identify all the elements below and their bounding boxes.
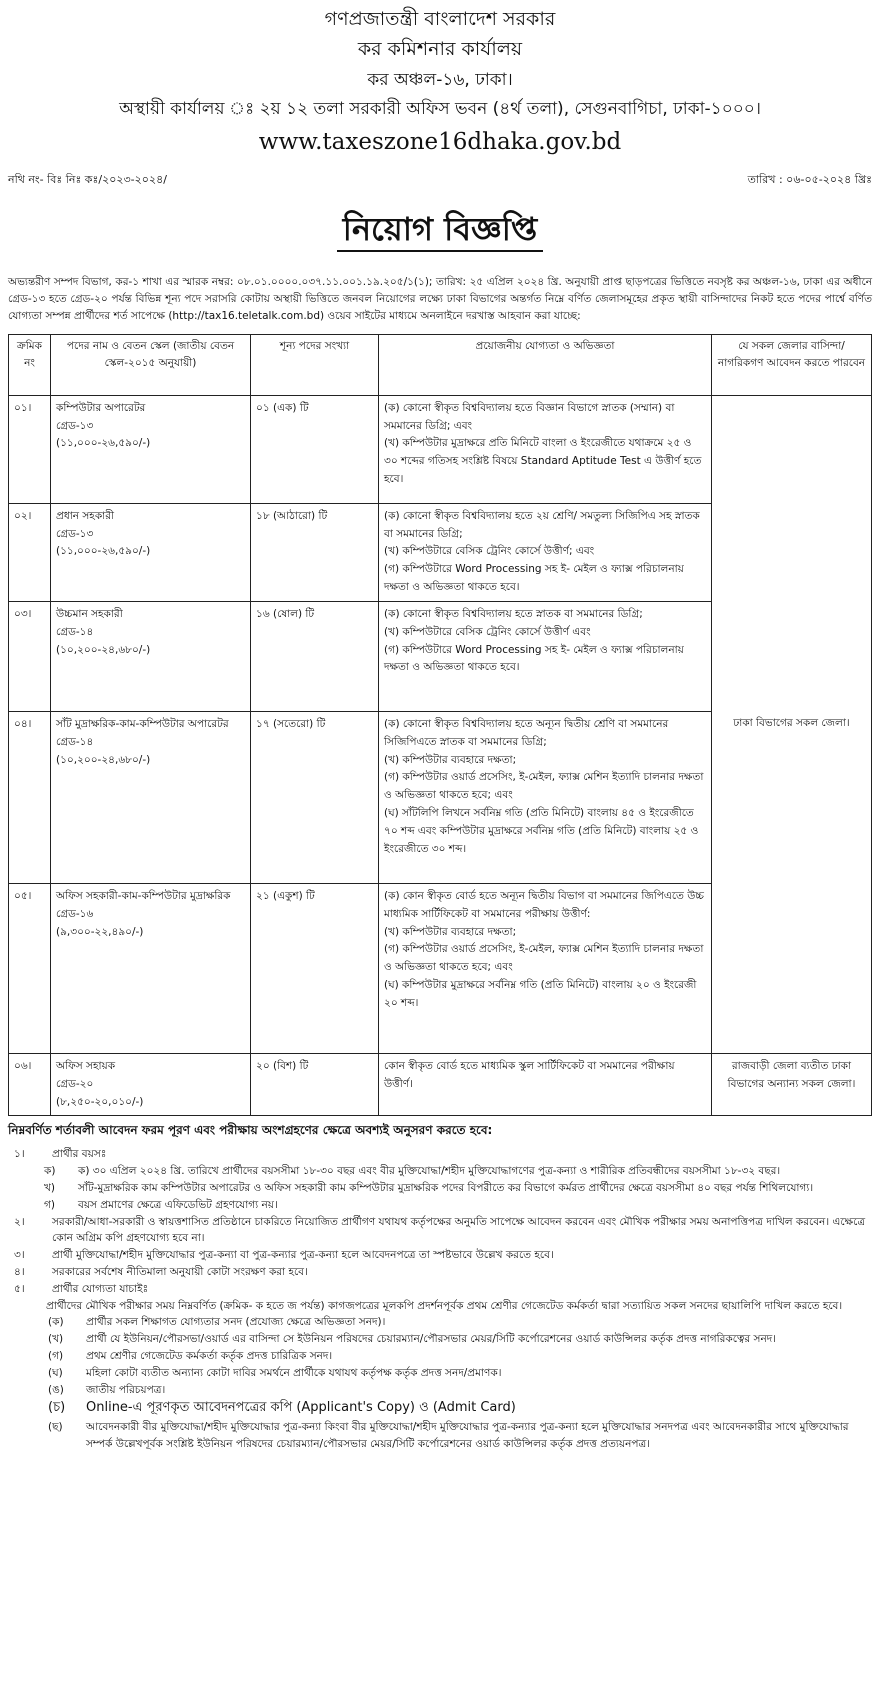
post-name: উচ্চমান সহকারী xyxy=(56,607,123,620)
requirement: (ক) কোন স্বীকৃত বোর্ড হতে অন্যূন দ্বিতীয় বিভাগ বা সমমানের জিপিএতে উচ্চ মাধ্যমিক সার্টিফিকেট বা সমমানের পরীক্ষায় উত্তীর্ণ: xyxy=(384,889,704,920)
post-scale: (৯,৩০০-২২,৪৯০/-) xyxy=(56,925,144,938)
subitem-mark: খ) xyxy=(44,1182,55,1195)
post-grade: গ্রেড-২০ xyxy=(56,1077,94,1090)
row-vacancy: ১৮ (আঠারো) টি xyxy=(251,503,379,601)
subitem-mark: ক) xyxy=(44,1165,56,1178)
post-scale: (১১,০০০-২৬,৫৯০/-) xyxy=(56,437,151,450)
row-vacancy: ১৭ (সতেরো) টি xyxy=(251,711,379,883)
document-item xyxy=(8,1365,872,1382)
row-sl: ০২। xyxy=(9,503,51,601)
table-row xyxy=(9,395,872,503)
notice-title-wrap xyxy=(8,204,872,258)
condition-4 xyxy=(8,1264,872,1281)
row-sl: ০৩। xyxy=(9,601,51,711)
post-grade: গ্রেড-১৩ xyxy=(56,419,94,432)
post-name: অফিস সহায়ক xyxy=(56,1059,116,1072)
post-grade: গ্রেড-১৬ xyxy=(56,907,94,920)
document-text: জাতীয় পরিচয়পত্র। xyxy=(86,1383,166,1396)
reference-line xyxy=(8,171,872,190)
requirement: (খ) কম্পিউটার ব্যবহারে দক্ষতা; xyxy=(384,753,517,766)
requirement: (খ) কম্পিউটারে বেসিক ট্রেনিং কোর্সে উত্তীর্ণ এবং xyxy=(384,625,591,638)
website: www.taxeszone16dhaka.gov.bd xyxy=(258,129,622,155)
condition-number: ২। xyxy=(14,1215,25,1228)
condition-5-intro: প্রার্থীদের মৌখিক পরীক্ষার সময় নিম্নবর্ণিত (ক্রমিক- ক হতে জ পর্যন্ত) কাগজপত্রের মূলকপি প্রদর্শনপূর্বক প্রথম শ্রেণীর গেজেটেড কর্মকর্তা দ্বারা সত্যায়িত সকল সনদের ছায়ালিপি দাখিল করতে হবে। xyxy=(46,1299,843,1312)
post-scale: (১১,০০০-২৬,৫৯০/-) xyxy=(56,545,151,558)
intro-paragraph: অভ্যন্তরীণ সম্পদ বিভাগ, কর-১ শাখা এর স্মারক নম্বর: ০৮.০১.০০০০.০৩৭.১১.০০১.১৯.২০৫/১(১); তারিখ: ২৫ এপ্রিল ২০২৪ খ্রি. অনুযায়ী প্রাপ্ত ছাড়পত্রের ভিত্তিতে নবসৃষ্ট কর অঞ্চল-১৬, ঢাকা এর অধীনে গ্রেড-১৩ হতে গ্রেড-২০ পর্যন্ত বিভিন্ন শূন্য পদে সরাসরি কোটায় অস্থায়ী ভিত্তিতে জনবল নিয়োগের লক্ষ্যে ঢাকা বিভাগের অন্তর্গত নিম্নে বর্ণিত জেলাসমূহের প্রকৃত স্থায়ী বাসিন্দাদের নিকট হতে পদের পার্শ্বে বর্ণিত যোগ্যতা সম্পন্ন প্রার্থীদের শর্ত সাপেক্ষে (http://tax16.teletalk.com.bd) ওয়েব সাইটের মাধ্যমে অনলাইনে দরখাস্ত আহবান করা যাচ্ছে: xyxy=(8,275,872,323)
post-name: কম্পিউটার অপারেটর xyxy=(56,401,146,414)
post-scale: (১০,২০০-২৪,৬৮০/-) xyxy=(56,753,151,766)
requirement: (ক) কোনো স্বীকৃত বিশ্ববিদ্যালয় হতে অন্যূন দ্বিতীয় শ্রেণি বা সমমানের সিজিপিএতে স্নাতক বা সমমানের ডিগ্রি; xyxy=(384,717,669,748)
condition-label: প্রার্থীর বয়সঃ xyxy=(52,1148,107,1161)
document-text: Online-এ পূরণকৃত আবেদনপত্রের কপি (Applicant's Copy) ও (Admit Card) xyxy=(86,1400,516,1416)
row-post xyxy=(51,1053,251,1116)
document-item xyxy=(8,1331,872,1348)
row-requirements xyxy=(379,601,712,711)
document-mark: (চ) xyxy=(48,1400,66,1416)
col-header-district: যে সকল জেলার বাসিন্দা/ নাগরিকগণ আবেদন করতে পারবেন xyxy=(712,334,872,395)
row-vacancy: ১৬ (ষোল) টি xyxy=(251,601,379,711)
requirement: (গ) কম্পিউটার ওয়ার্ড প্রসেসিং, ই-মেইল, ফ্যাক্স মেশিন ইত্যাদি চালনার দক্ষতা ও অভিজ্ঞতা থাকতে হবে; এবং xyxy=(384,771,704,802)
document-mark: (ঙ) xyxy=(48,1383,64,1396)
requirement: (গ) কম্পিউটারে Word Processing সহ ই- মেইল ও ফ্যাক্স পরিচালনায় দক্ষতা ও অভিজ্ঞতা থাকতে হবে। xyxy=(384,563,684,594)
post-name: প্রধান সহকারী xyxy=(56,509,114,522)
col-header-qualification: প্রয়োজনীয় যোগ্যতা ও অভিজ্ঞতা xyxy=(379,334,712,395)
row-sl: ০৫। xyxy=(9,883,51,1053)
document-mark: (ঘ) xyxy=(48,1366,63,1379)
document-item xyxy=(8,1314,872,1331)
row-post xyxy=(51,711,251,883)
row-requirements xyxy=(379,883,712,1053)
condition-number: ৫। xyxy=(14,1282,25,1295)
row-post xyxy=(51,601,251,711)
zone-name: কর অঞ্চল-১৬, ঢাকা। xyxy=(367,69,513,90)
vacancy-table xyxy=(8,334,872,1117)
condition-subitem xyxy=(8,1180,872,1197)
col-header-name: পদের নাম ও বেতন স্কেল (জাতীয় বেতন স্কেল-২০১৫ অনুযায়ী) xyxy=(51,334,251,395)
letterhead xyxy=(8,0,872,157)
document-mark: (ক) xyxy=(48,1316,64,1329)
requirement: (ক) কোনো স্বীকৃত বিশ্ববিদ্যালয় হতে স্নাতক বা সমমানের ডিগ্রি; xyxy=(384,607,643,620)
row-requirements xyxy=(379,503,712,601)
document-text: আবেদনকারী বীর মুক্তিযোদ্ধা/শহীদ মুক্তিযোদ্ধার পুত্র-কন্যা কিংবা বীর মুক্তিযোদ্ধা/শহীদ মুক্তিযোদ্ধার পুত্র-কন্যার পুত্র-কন্যা হলে মুক্তিযোদ্ধার সনদপত্র এবং আবেদনকারীর সাথে মুক্তিযোদ্ধার সম্পর্ক উল্লেখপূর্বক সংশ্লিষ্ট ইউনিয়ন পরিষদের চেয়ারম্যান/পৌরসভার মেয়র/সিটি কর্পোরেশনের ওয়ার্ড কাউন্সিলর কর্তৃক প্রদত্ত প্রত্যয়নপত্র। xyxy=(86,1421,849,1450)
row-requirements xyxy=(379,395,712,503)
condition-number: ৪। xyxy=(14,1266,25,1279)
requirement: (খ) কম্পিউটার মুদ্রাক্ষরে প্রতি মিনিটে বাংলা ও ইংরেজীতে যথাক্রমে ২৫ ও ৩০ শব্দের গতিসহ সংশ্লিষ্ট বিষয়ে Standard Aptitude Test এ উত্তীর্ণ হতে হবে। xyxy=(384,437,702,486)
post-grade: গ্রেড-১৪ xyxy=(56,735,94,748)
document-item xyxy=(8,1348,872,1365)
requirement: (গ) কম্পিউটারে Word Processing সহ ই- মেইল ও ফ্যাক্স পরিচালনায় দক্ষতা ও অভিজ্ঞতা থাকতে হবে। xyxy=(384,643,684,674)
condition-number: ৩। xyxy=(14,1249,25,1262)
notice-date: তারিখ : ০৬-০৫-২০২৪ খ্রিঃ xyxy=(747,172,872,186)
row-sl: ০৬। xyxy=(9,1053,51,1116)
row-vacancy: ০১ (এক) টি xyxy=(251,395,379,503)
office-name: কর কমিশনার কার্যালয় xyxy=(357,37,523,60)
notice-title: নিয়োগ বিজ্ঞপ্তি xyxy=(337,210,543,252)
row-post xyxy=(51,883,251,1053)
document-text: প্রথম শ্রেণীর গেজেটেড কর্মকর্তা কর্তৃক প্রদত্ত চারিত্রিক সনদ। xyxy=(86,1350,333,1362)
conditions-heading: নিম্নবর্ণিত শর্তাবলী আবেদন ফরম পূরণ এবং পরীক্ষায় অংশগ্রহণের ক্ষেত্রে অবশ্যই অনুসরণ করতে হবে: xyxy=(8,1123,493,1138)
document-text: প্রার্থী যে ইউনিয়ন/পৌরসভা/ওয়ার্ড এর বাসিন্দা সে ইউনিয়ন পরিষদের চেয়ারম্যান/পৌরসভার মেয়র/সিটি কর্পোরেশনের ওয়ার্ড কাউন্সিলর কর্তৃক প্রদত্ত নাগরিকত্বের সনদ। xyxy=(86,1333,776,1346)
document-mark: (খ) xyxy=(48,1333,64,1346)
post-name: অফিস সহকারী-কাম-কম্পিউটার মুদ্রাক্ষরিক xyxy=(56,889,231,902)
requirement: (খ) কম্পিউটার ব্যবহারে দক্ষতা; xyxy=(384,925,517,938)
post-name: সাঁট মুদ্রাক্ষরিক-কাম-কম্পিউটার অপারেটর xyxy=(56,717,229,730)
conditions-list xyxy=(8,1146,872,1452)
district-cell: ঢাকা বিভাগের সকল জেলা। xyxy=(712,395,872,1053)
office-address: অস্থায়ী কার্যালয় ঃ ২য় ১২ তলা সরকারী অফিস ভবন (৪র্থ তলা), সেগুনবাগিচা, ঢাকা-১০০০। xyxy=(119,98,761,119)
govt-name: গণপ্রজাতন্ত্রী বাংলাদেশ সরকার xyxy=(324,8,556,30)
condition-subitem xyxy=(8,1163,872,1180)
post-scale: (৮,২৫০-২০,০১০/-) xyxy=(56,1095,144,1108)
subitem-mark: গ) xyxy=(44,1198,55,1211)
requirement: (গ) কম্পিউটার ওয়ার্ড প্রসেসিং, ই-মেইল, ফ্যাক্স মেশিন ইত্যাদি চালনার দক্ষতা ও অভিজ্ঞতা থাকতে হবে; এবং xyxy=(384,943,704,974)
requirement: (ক) কোনো স্বীকৃত বিশ্ববিদ্যালয় হতে ২য় শ্রেণি/ সমতুল্য সিজিপিএ সহ স্নাতক বা সমমানের ডিগ্রি; xyxy=(384,509,700,540)
subitem-text: বয়স প্রমাণের ক্ষেত্রে এফিডেভিট গ্রহণযোগ্য নয়। xyxy=(78,1198,278,1211)
condition-3 xyxy=(8,1247,872,1264)
condition-1 xyxy=(8,1146,872,1163)
document-item xyxy=(8,1419,872,1453)
post-scale: (১০,২০০-২৪,৬৮০/-) xyxy=(56,643,151,656)
row-sl: ০৪। xyxy=(9,711,51,883)
document-item xyxy=(8,1398,872,1419)
requirement: (ক) কোনো স্বীকৃত বিশ্ববিদ্যালয় হতে বিজ্ঞান বিভাগে স্নাতক (সম্মান) বা সমমানের ডিগ্রি; এবং xyxy=(384,401,675,432)
subitem-text: ক) ৩০ এপ্রিল ২০২৪ খ্রি. তারিখে প্রার্থীদের বয়সসীমা ১৮-৩০ বছর এবং বীর মুক্তিযোদ্ধা/শহীদ মুক্তিযোদ্ধাগণের পুত্র-কন্যা ও শারীরিক প্রতিবন্ধীদের বয়সসীমা ১৮-৩২ বছর। xyxy=(78,1165,781,1178)
document-text: প্রার্থীর সকল শিক্ষাগত যোগ্যতার সনদ (প্রযোজ্য ক্ষেত্রে অভিজ্ঞতা সনদ)। xyxy=(86,1316,386,1329)
row-vacancy: ২০ (বিশ) টি xyxy=(251,1053,379,1116)
document-text: মহিলা কোটা ব্যতীত অন্যান্য কোটা দাবির সমর্থনে প্রার্থীকে যথাযথ কর্তৃপক্ষ কর্তৃক প্রদত্ত সনদ/প্রমাণক। xyxy=(86,1366,502,1379)
col-header-sl: ক্রমিক নং xyxy=(9,334,51,395)
memo-number: নথি নং- বিঃ নিঃ কঃ/২০২৩-২০২৪/ xyxy=(8,172,167,186)
table-row xyxy=(9,1053,872,1116)
subitem-text: সাঁট-মুদ্রাক্ষরিক কাম কম্পিউটার অপারেটর ও অফিস সহকারী কাম কম্পিউটার মুদ্রাক্ষরিক পদের বিপরীতে কর বিভাগে কর্মরত প্রার্থীদের ক্ষেত্রে বয়সসীমা ৪০ বছর পর্যন্ত শিথিলযোগ্য। xyxy=(78,1182,814,1195)
condition-label: প্রার্থীর যোগ্যতা যাচাইঃ xyxy=(52,1282,149,1295)
post-grade: গ্রেড-১৪ xyxy=(56,625,94,638)
condition-2 xyxy=(8,1214,872,1248)
condition-text: প্রার্থী মুক্তিযোদ্ধা/শহীদ মুক্তিযোদ্ধার পুত্র-কন্যা বা পুত্র-কন্যার পুত্র-কন্যা হলে আবেদনপত্রে তা স্পষ্টভাবে উল্লেখ করতে হবে। xyxy=(52,1249,554,1262)
requirement: (ঘ) সাঁটলিপি লিখনে সর্বনিম্ন গতি (প্রতি মিনিটে) বাংলায় ৪৫ ও ইংরেজীতে ৭০ শব্দ এবং কম্পিউটার মুদ্রাক্ষরে সর্বনিম্ন গতি (প্রতি মিনিটে) বাংলায় ২৫ ও ইংরেজীতে ৩০ শব্দ। xyxy=(384,807,699,855)
row-post xyxy=(51,395,251,503)
document-mark: (ছ) xyxy=(48,1421,63,1434)
district-cell-last: রাজবাড়ী জেলা ব্যতীত ঢাকা বিভাগের অন্যান্য সকল জেলা। xyxy=(712,1053,872,1116)
post-grade: গ্রেড-১৩ xyxy=(56,527,94,540)
row-sl: ০১। xyxy=(9,395,51,503)
condition-subitem xyxy=(8,1197,872,1214)
requirement: (ঘ) কম্পিউটার মুদ্রাক্ষরে সর্বনিম্ন গতি (প্রতি মিনিটে) বাংলায় ২০ ও ইংরেজী ২০ শব্দ। xyxy=(384,979,697,1009)
row-requirements xyxy=(379,711,712,883)
row-vacancy: ২১ (একুশ) টি xyxy=(251,883,379,1053)
requirement: কোন স্বীকৃত বোর্ড হতে মাধ্যমিক স্কুল সার্টিফিকেট বা সমমানের পরীক্ষায় উত্তীর্ণ। xyxy=(384,1059,675,1090)
row-requirements xyxy=(379,1053,712,1116)
col-header-vacancy: শূন্য পদের সংখ্যা xyxy=(251,334,379,395)
condition-number: ১। xyxy=(14,1148,25,1161)
condition-text: সরকারের সর্বশেষ নীতিমালা অনুযায়ী কোটা সংরক্ষণ করা হবে। xyxy=(52,1266,308,1279)
row-post xyxy=(51,503,251,601)
requirement: (খ) কম্পিউটারে বেসিক ট্রেনিং কোর্সে উত্তীর্ণ; এবং xyxy=(384,545,595,558)
document-item xyxy=(8,1382,872,1399)
document-mark: (গ) xyxy=(48,1350,64,1362)
condition-text: সরকারী/আধা-সরকারী ও স্বায়ত্তশাসিত প্রতিষ্ঠানে চাকরিতে নিয়োজিত প্রার্থীগণ যথাযথ কর্তৃপক্ষের অনুমতি সাপেক্ষে আবেদন করবেন এবং মৌখিক পরীক্ষার সময় অনাপত্তিপত্র দাখিল করবেন। এক্ষেত্রে কোন অগ্রিম কপি গ্রহণযোগ্য হবে না। xyxy=(52,1215,866,1245)
condition-5 xyxy=(8,1281,872,1298)
table-header-row xyxy=(9,334,872,395)
